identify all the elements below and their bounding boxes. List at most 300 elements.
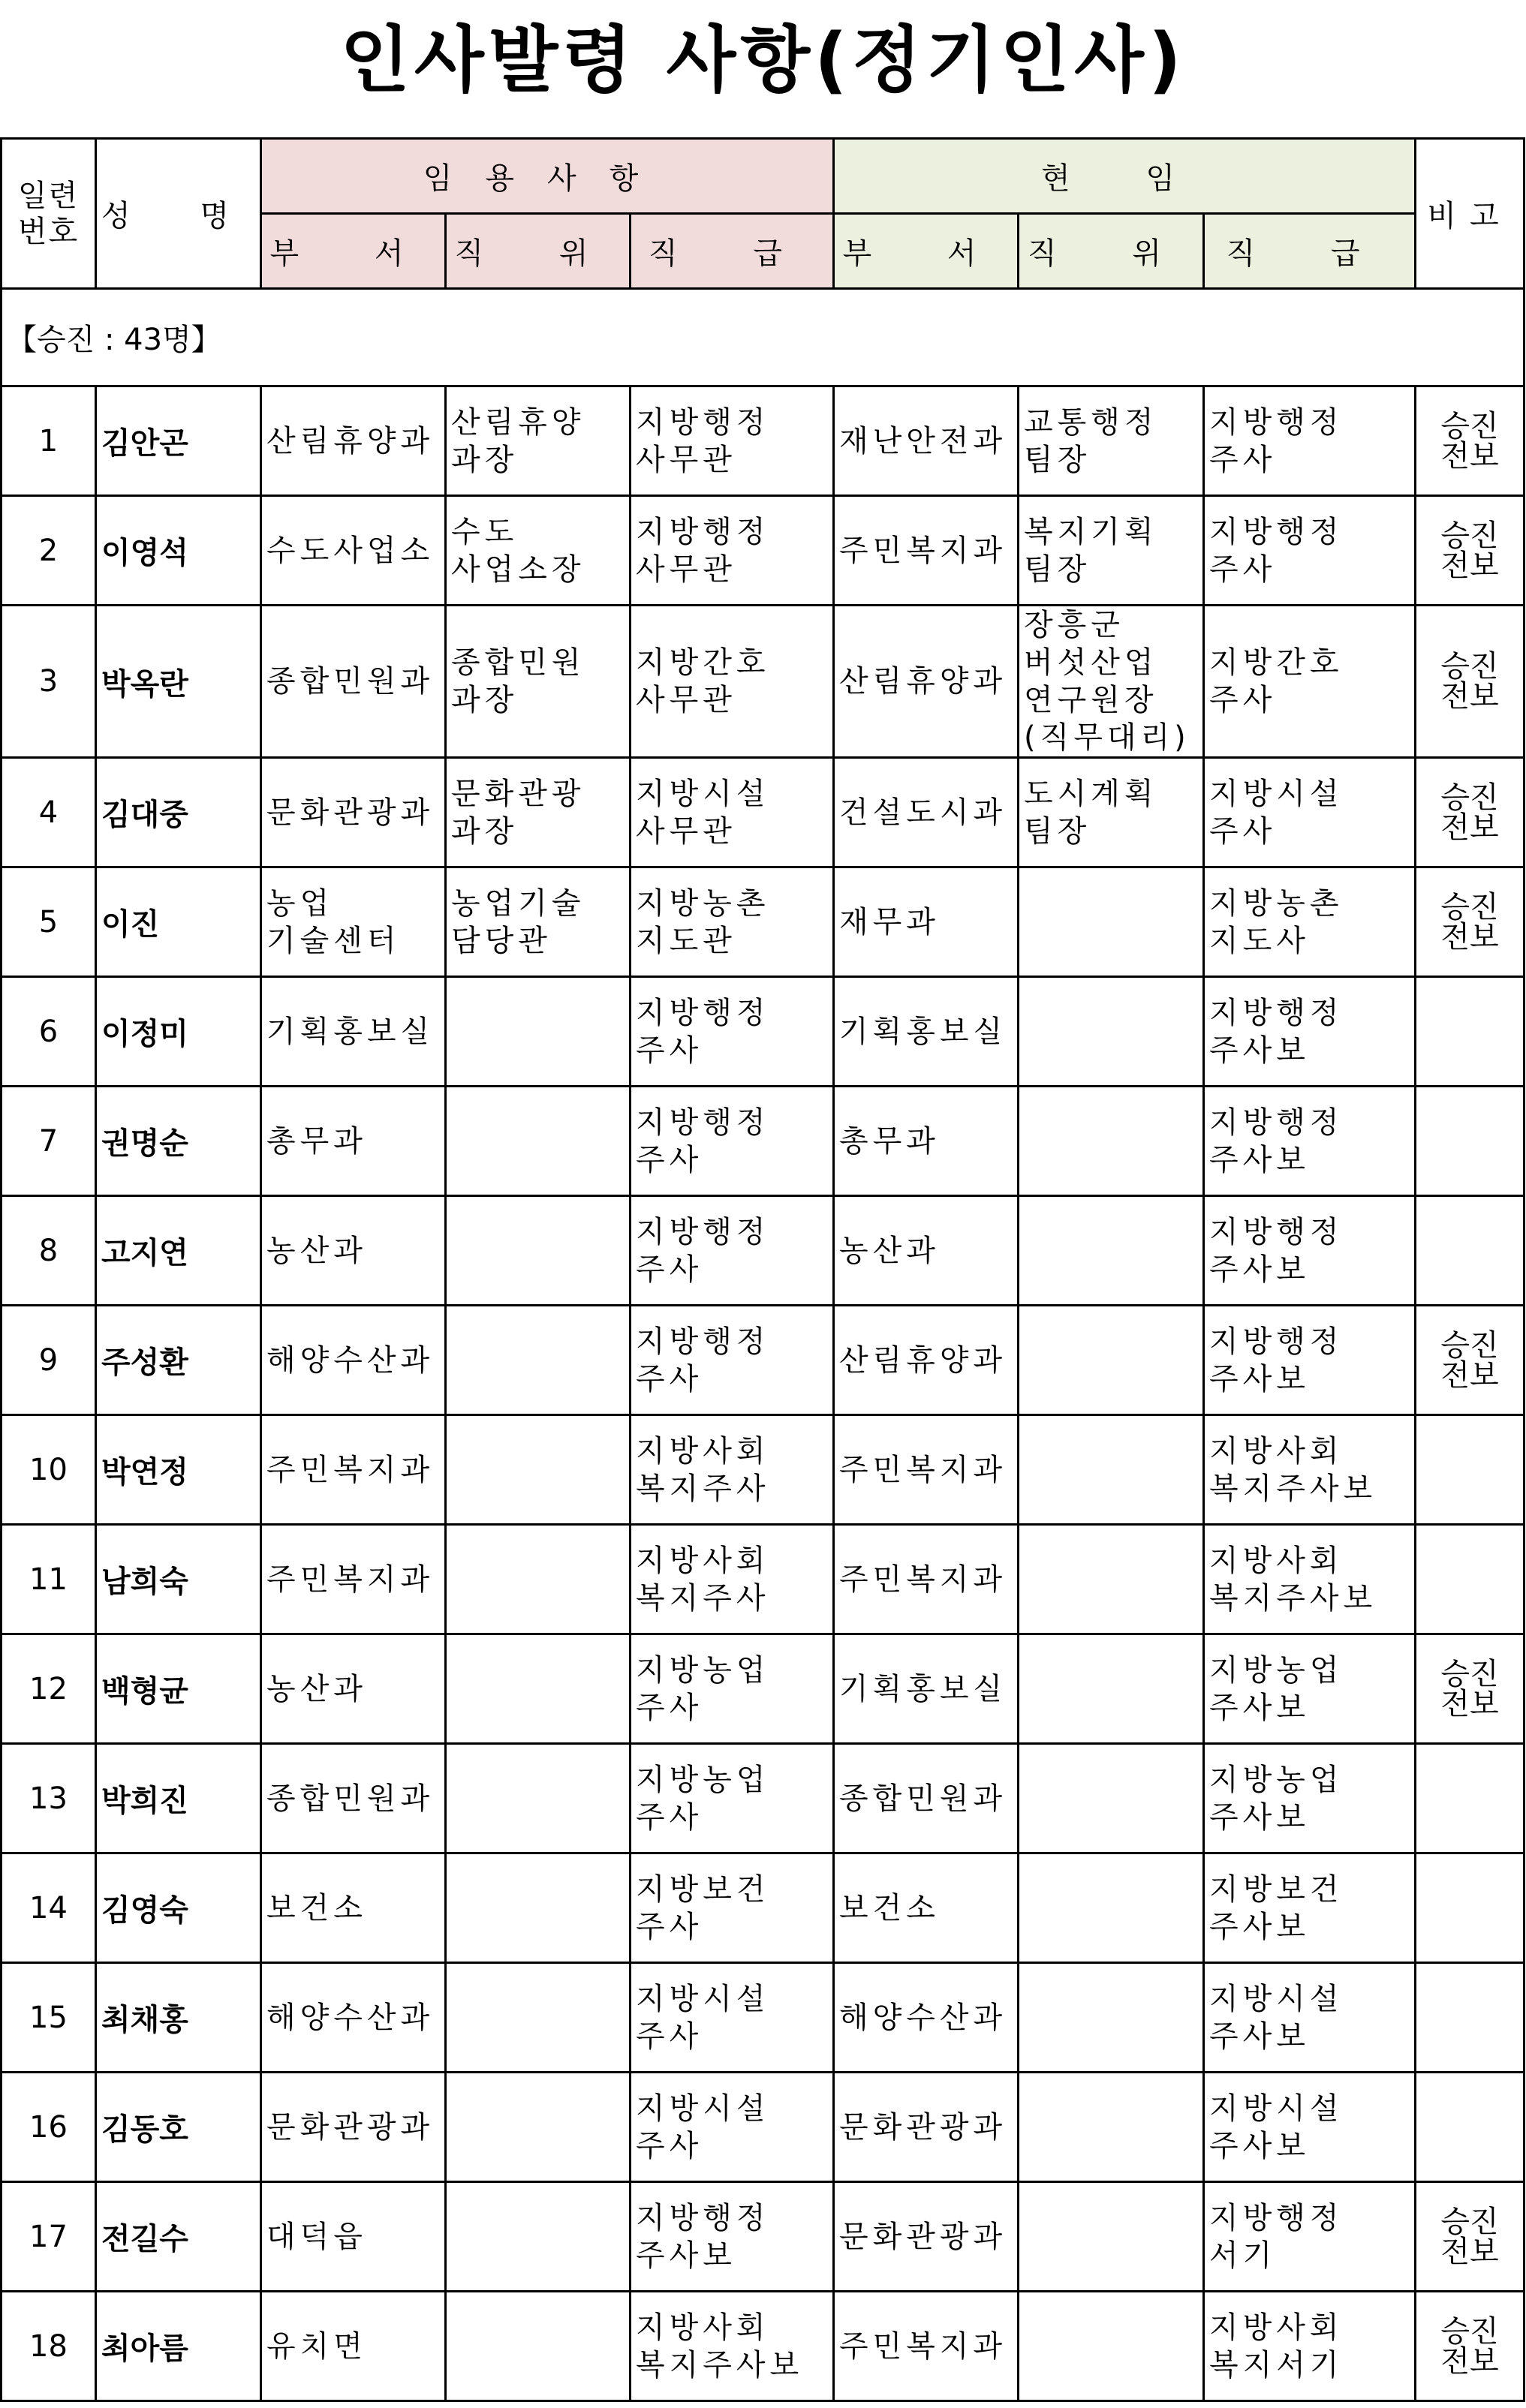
new-dept-line: 문화관광과 (266, 2109, 435, 2145)
cur-grade-line: 지방행정 (1209, 1105, 1344, 1140)
employee-name: 최채홍 (96, 1963, 261, 2073)
new-pos-line: 과장 (451, 813, 519, 849)
new-dept-cell (261, 1525, 446, 1634)
note-cell (1416, 2182, 1524, 2292)
new-dept-line: 농산과 (266, 1671, 367, 1706)
cur-position-cell (1019, 1744, 1204, 1853)
new-grade-line: 지방농촌 (636, 885, 770, 921)
serial-no: 17 (2, 2182, 96, 2292)
note-line: 승진 (1440, 408, 1499, 443)
cur-grade-line: 주사보 (1209, 1799, 1310, 1835)
cur-grade-cell (1204, 1087, 1416, 1196)
new-grade-line: 사무관 (636, 552, 736, 587)
serial-no: 1 (2, 386, 96, 496)
new-dept-line: 유치면 (266, 2328, 367, 2364)
table-row (2, 1196, 1524, 1306)
new-grade-cell (631, 1963, 834, 2073)
note-cell (1416, 1415, 1524, 1525)
cur-grade-line: 지방간호 (1209, 645, 1344, 680)
cur-dept-line: 총무과 (839, 1123, 940, 1159)
new-position-cell (446, 1306, 631, 1415)
note-line: 전보 (1440, 438, 1499, 473)
personnel-table (0, 137, 1525, 2402)
cur-pos-line: 장흥군 (1024, 608, 1124, 642)
new-pos-line: 문화관광 (451, 776, 585, 811)
cur-dept-cell (834, 2182, 1019, 2292)
header-note: 비고 (1416, 139, 1524, 289)
cur-grade-cell (1204, 1525, 1416, 1634)
note-cell (1416, 1196, 1524, 1306)
new-grade-line: 지방농업 (636, 1652, 770, 1688)
new-dept-line: 기술센터 (266, 923, 401, 958)
note-line: 승진 (1440, 2313, 1499, 2349)
serial-no: 4 (2, 758, 96, 867)
note-line: 전보 (1440, 1357, 1499, 1393)
cur-grade-line: 지방행정 (1209, 995, 1344, 1030)
cur-grade-cell (1204, 1963, 1416, 2073)
new-position-cell (446, 2292, 631, 2401)
new-position-cell (446, 758, 631, 867)
new-grade-line: 지방행정 (636, 995, 770, 1030)
employee-name: 박희진 (96, 1744, 261, 1853)
new-grade-cell (631, 1853, 834, 1963)
new-grade-cell (631, 2182, 834, 2292)
new-grade-line: 복지주사보 (636, 2347, 804, 2382)
cur-dept-line: 문화관광과 (839, 2109, 1007, 2145)
new-grade-line: 주사 (636, 2128, 703, 2163)
new-position-cell (446, 1525, 631, 1634)
employee-name: 이정미 (96, 977, 261, 1087)
new-grade-line: 지방시설 (636, 776, 770, 811)
note-line: 승진 (1440, 1327, 1499, 1363)
serial-no: 11 (2, 1525, 96, 1634)
cur-grade-cell (1204, 2182, 1416, 2292)
new-grade-line: 복지주사 (636, 1580, 770, 1616)
new-position-cell (446, 1196, 631, 1306)
employee-name: 김영숙 (96, 1853, 261, 1963)
cur-dept-line: 산림휴양과 (839, 1342, 1007, 1378)
cur-grade-line: 지방사회 (1209, 1433, 1344, 1469)
cur-grade-cell (1204, 977, 1416, 1087)
new-dept-cell (261, 867, 446, 977)
cur-dept-cell (834, 2292, 1019, 2401)
cur-grade-line: 지방보건 (1209, 1871, 1344, 1907)
new-grade-line: 주사보 (636, 2238, 736, 2273)
cur-dept-line: 농산과 (839, 1233, 940, 1268)
cur-position-cell (1019, 1634, 1204, 1744)
new-grade-line: 주사 (636, 1142, 703, 1177)
note-cell (1416, 1963, 1524, 2073)
new-grade-line: 지방행정 (636, 1105, 770, 1140)
table-row (2, 2292, 1524, 2401)
cur-dept-line: 문화관광과 (839, 2219, 1007, 2254)
new-grade-line: 지방행정 (636, 404, 770, 440)
serial-no: 12 (2, 1634, 96, 1744)
new-dept-line: 해양수산과 (266, 1342, 435, 1378)
cur-grade-line: 복지주사보 (1209, 1471, 1377, 1506)
cur-grade-cell (1204, 386, 1416, 496)
cur-grade-line: 지방사회 (1209, 1543, 1344, 1578)
serial-no: 13 (2, 1744, 96, 1853)
new-dept-cell (261, 386, 446, 496)
cur-grade-line: 지방사회 (1209, 2310, 1344, 2345)
employee-name: 주성환 (96, 1306, 261, 1415)
header-cur-grade: 직 급 (1204, 214, 1416, 289)
header-cur-dept: 부 서 (834, 214, 1019, 289)
cur-dept-cell (834, 1306, 1019, 1415)
new-dept-cell (261, 2182, 446, 2292)
cur-grade-line: 복지서기 (1209, 2347, 1344, 2382)
cur-position-cell (1019, 1306, 1204, 1415)
cur-grade-line: 지방행정 (1209, 514, 1344, 549)
table-row (2, 1306, 1524, 1415)
cur-grade-line: 주사보 (1209, 2128, 1310, 2163)
new-grade-line: 지방행정 (636, 514, 770, 549)
new-grade-line: 주사 (636, 1252, 703, 1287)
table-row (2, 1634, 1524, 1744)
new-position-cell (446, 1963, 631, 2073)
cur-dept-line: 주민복지과 (839, 1562, 1007, 1597)
cur-grade-cell (1204, 496, 1416, 606)
table-row (2, 867, 1524, 977)
employee-name: 전길수 (96, 2182, 261, 2292)
table-row (2, 1744, 1524, 1853)
section-label: 【승진 : 43명】 (2, 289, 1524, 386)
new-grade-cell (631, 1634, 834, 1744)
serial-no: 3 (2, 606, 96, 758)
note-cell (1416, 1634, 1524, 1744)
new-dept-cell (261, 1853, 446, 1963)
cur-position-cell (1019, 2292, 1204, 2401)
cur-pos-line: 팀장 (1024, 442, 1091, 477)
new-dept-cell (261, 2073, 446, 2182)
cur-grade-line: 주사보 (1209, 1690, 1310, 1725)
serial-no: 2 (2, 496, 96, 606)
new-dept-cell (261, 1415, 446, 1525)
note-line: 전보 (1440, 548, 1499, 583)
new-grade-line: 사무관 (636, 442, 736, 477)
cur-dept-cell (834, 867, 1019, 977)
cur-dept-line: 주민복지과 (839, 2328, 1007, 2364)
table-row (2, 1525, 1524, 1634)
new-pos-line: 종합민원 (451, 645, 585, 680)
note-line: 전보 (1440, 2234, 1499, 2269)
new-pos-line: 산림휴양 (451, 404, 585, 440)
new-grade-line: 사무관 (636, 683, 736, 717)
header-serial-no (2, 139, 96, 289)
header-new-position: 직 위 (446, 214, 631, 289)
new-grade-cell (631, 867, 834, 977)
new-grade-line: 주사 (636, 1690, 703, 1725)
note-cell (1416, 867, 1524, 977)
serial-no: 9 (2, 1306, 96, 1415)
serial-no: 15 (2, 1963, 96, 2073)
cur-position-cell (1019, 1525, 1204, 1634)
cur-dept-cell (834, 2073, 1019, 2182)
cur-grade-line: 지방농업 (1209, 1652, 1344, 1688)
cur-grade-line: 주사 (1209, 552, 1277, 587)
cur-grade-line: 주사 (1209, 683, 1277, 717)
new-pos-line: 수도 (451, 514, 519, 549)
cur-dept-cell (834, 496, 1019, 606)
new-dept-line: 기획홍보실 (266, 1014, 435, 1049)
new-dept-line: 대덕읍 (266, 2219, 367, 2254)
employee-name: 김안곤 (96, 386, 261, 496)
new-dept-line: 농업 (266, 885, 334, 921)
cur-grade-cell (1204, 867, 1416, 977)
serial-no: 10 (2, 1415, 96, 1525)
new-position-cell (446, 606, 631, 758)
cur-pos-line: 도시계획 (1024, 776, 1158, 811)
cur-dept-line: 주민복지과 (839, 1452, 1007, 1487)
new-grade-cell (631, 1306, 834, 1415)
note-line: 승진 (1440, 889, 1499, 924)
cur-grade-line: 주사 (1209, 442, 1277, 477)
new-grade-line: 지방농업 (636, 1762, 770, 1797)
cur-dept-cell (834, 386, 1019, 496)
new-grade-cell (631, 606, 834, 758)
cur-position-cell (1019, 867, 1204, 977)
cur-dept-cell (834, 1196, 1019, 1306)
employee-name: 박옥란 (96, 606, 261, 758)
employee-name: 김대중 (96, 758, 261, 867)
cur-grade-line: 지도사 (1209, 923, 1310, 958)
new-position-cell (446, 1744, 631, 1853)
employee-name: 이진 (96, 867, 261, 977)
new-position-cell (446, 386, 631, 496)
employee-name: 김동호 (96, 2073, 261, 2182)
cur-position-cell (1019, 1415, 1204, 1525)
cur-dept-line: 산림휴양과 (839, 664, 1007, 699)
cur-dept-cell (834, 1634, 1019, 1744)
cur-dept-cell (834, 1853, 1019, 1963)
employee-name: 최아름 (96, 2292, 261, 2401)
new-grade-line: 지방시설 (636, 1981, 770, 2016)
cur-grade-line: 주사보 (1209, 1252, 1310, 1287)
cur-grade-cell (1204, 2292, 1416, 2401)
new-grade-line: 지도관 (636, 923, 736, 958)
cur-position-cell (1019, 2073, 1204, 2182)
cur-grade-line: 지방행정 (1209, 1214, 1344, 1249)
cur-position-cell (1019, 2182, 1204, 2292)
new-grade-line: 지방간호 (636, 645, 770, 680)
cur-dept-line: 주민복지과 (839, 533, 1007, 568)
cur-grade-line: 지방시설 (1209, 1981, 1344, 2016)
note-line: 승진 (1440, 649, 1499, 684)
note-cell (1416, 2073, 1524, 2182)
note-line: 승진 (1440, 780, 1499, 815)
note-line: 승진 (1440, 2204, 1499, 2239)
cur-position-cell (1019, 1087, 1204, 1196)
cur-grade-line: 주사보 (1209, 2019, 1310, 2054)
new-grade-line: 복지주사 (636, 1471, 770, 1506)
header-new-grade: 직 급 (631, 214, 834, 289)
new-dept-line: 총무과 (266, 1123, 367, 1159)
cur-grade-line: 주사보 (1209, 1909, 1310, 1944)
new-grade-line: 지방사회 (636, 1433, 770, 1469)
header-cur-position: 직 위 (1019, 214, 1204, 289)
note-cell (1416, 1525, 1524, 1634)
new-dept-cell (261, 1306, 446, 1415)
note-line: 승진 (1440, 1656, 1499, 1691)
new-pos-line: 과장 (451, 683, 519, 717)
header-serial-no-line1: 일련 (17, 178, 80, 213)
table-row (2, 606, 1524, 758)
header-name: 성 명 (96, 139, 261, 289)
new-grade-cell (631, 1415, 834, 1525)
cur-pos-line: 팀장 (1024, 552, 1091, 587)
new-dept-line: 농산과 (266, 1233, 367, 1268)
new-grade-line: 지방행정 (636, 2200, 770, 2235)
note-cell (1416, 977, 1524, 1087)
note-cell (1416, 386, 1524, 496)
new-grade-cell (631, 2073, 834, 2182)
new-grade-cell (631, 2292, 834, 2401)
cur-grade-cell (1204, 2073, 1416, 2182)
table-row (2, 1853, 1524, 1963)
table-row (2, 496, 1524, 606)
note-cell (1416, 1744, 1524, 1853)
table-row (2, 758, 1524, 867)
new-grade-cell (631, 386, 834, 496)
serial-no: 16 (2, 2073, 96, 2182)
serial-no: 8 (2, 1196, 96, 1306)
new-grade-cell (631, 1087, 834, 1196)
new-dept-cell (261, 1087, 446, 1196)
note-cell (1416, 758, 1524, 867)
page-title: 인사발령 사항(정기인사) (340, 18, 1186, 102)
cur-dept-cell (834, 1525, 1019, 1634)
cur-grade-line: 지방행정 (1209, 1324, 1344, 1359)
new-position-cell (446, 496, 631, 606)
new-dept-cell (261, 1963, 446, 2073)
serial-no: 7 (2, 1087, 96, 1196)
cur-dept-cell (834, 606, 1019, 758)
new-dept-line: 주민복지과 (266, 1452, 435, 1487)
cur-dept-line: 해양수산과 (839, 2000, 1007, 2035)
cur-dept-line: 종합민원과 (839, 1781, 1007, 1816)
cur-dept-cell (834, 1087, 1019, 1196)
new-grade-cell (631, 496, 834, 606)
serial-no: 14 (2, 1853, 96, 1963)
new-grade-line: 주사 (636, 1909, 703, 1944)
new-dept-cell (261, 496, 446, 606)
new-dept-cell (261, 1634, 446, 1744)
table-row (2, 386, 1524, 496)
new-grade-line: 사무관 (636, 813, 736, 849)
cur-pos-line: 복지기획 (1024, 514, 1158, 549)
cur-pos-line: 연구원장 (1024, 683, 1158, 717)
new-grade-line: 주사 (636, 2019, 703, 2054)
note-line: 전보 (1440, 810, 1499, 845)
new-position-cell (446, 867, 631, 977)
new-dept-line: 수도사업소 (266, 533, 435, 568)
new-pos-line: 담당관 (451, 923, 552, 958)
cur-grade-line: 지방농업 (1209, 1762, 1344, 1797)
new-position-cell (446, 1087, 631, 1196)
note-cell (1416, 2292, 1524, 2401)
cur-grade-cell (1204, 1634, 1416, 1744)
cur-pos-line: (직무대리) (1024, 720, 1190, 755)
note-line: 승진 (1440, 518, 1499, 553)
new-grade-line: 주사 (636, 1361, 703, 1396)
cur-pos-line: 팀장 (1024, 813, 1091, 849)
cur-position-cell (1019, 386, 1204, 496)
cur-dept-cell (834, 1744, 1019, 1853)
cur-position-cell (1019, 1853, 1204, 1963)
cur-dept-cell (834, 977, 1019, 1087)
new-dept-line: 문화관광과 (266, 795, 435, 830)
new-grade-cell (631, 977, 834, 1087)
new-dept-line: 산림휴양과 (266, 423, 435, 458)
new-dept-line: 보건소 (266, 1890, 367, 1925)
note-line: 전보 (1440, 919, 1499, 954)
cur-dept-line: 재난안전과 (839, 423, 1007, 458)
new-position-cell (446, 1853, 631, 1963)
cur-grade-cell (1204, 1306, 1416, 1415)
new-grade-cell (631, 1744, 834, 1853)
header-appointment: 임용사항 (261, 139, 834, 214)
cur-dept-line: 기획홍보실 (839, 1671, 1007, 1706)
note-cell (1416, 496, 1524, 606)
new-grade-line: 지방사회 (636, 1543, 770, 1578)
serial-no: 18 (2, 2292, 96, 2401)
new-position-cell (446, 2073, 631, 2182)
new-position-cell (446, 977, 631, 1087)
employee-name: 고지연 (96, 1196, 261, 1306)
new-grade-line: 지방행정 (636, 1214, 770, 1249)
cur-dept-line: 재무과 (839, 904, 940, 939)
new-dept-cell (261, 1196, 446, 1306)
header-new-dept: 부 서 (261, 214, 446, 289)
employee-name: 이영석 (96, 496, 261, 606)
cur-grade-cell (1204, 1196, 1416, 1306)
employee-name: 백형균 (96, 1634, 261, 1744)
table-row (2, 1087, 1524, 1196)
new-dept-line: 해양수산과 (266, 2000, 435, 2035)
cur-position-cell (1019, 1196, 1204, 1306)
cur-grade-cell (1204, 1744, 1416, 1853)
cur-grade-line: 지방행정 (1209, 2200, 1344, 2235)
new-grade-cell (631, 758, 834, 867)
cur-dept-cell (834, 758, 1019, 867)
new-dept-cell (261, 2292, 446, 2401)
table-row (2, 1963, 1524, 2073)
cur-dept-line: 기획홍보실 (839, 1014, 1007, 1049)
cur-grade-line: 주사보 (1209, 1033, 1310, 1068)
cur-position-cell (1019, 606, 1204, 758)
new-dept-line: 종합민원과 (266, 664, 435, 699)
cur-grade-line: 지방시설 (1209, 2091, 1344, 2126)
note-cell (1416, 1853, 1524, 1963)
cur-grade-line: 주사보 (1209, 1142, 1310, 1177)
new-grade-line: 지방사회 (636, 2310, 770, 2345)
header-serial-no-line2: 번호 (17, 214, 80, 249)
cur-dept-line: 보건소 (839, 1890, 940, 1925)
serial-no: 5 (2, 867, 96, 977)
new-pos-line: 농업기술 (451, 885, 585, 921)
cur-position-cell (1019, 977, 1204, 1087)
note-cell (1416, 606, 1524, 758)
new-dept-cell (261, 1744, 446, 1853)
new-dept-cell (261, 977, 446, 1087)
header-current: 현 임 (834, 139, 1416, 214)
new-position-cell (446, 2182, 631, 2292)
cur-grade-cell (1204, 1415, 1416, 1525)
serial-no: 6 (2, 977, 96, 1087)
new-grade-line: 지방시설 (636, 2091, 770, 2126)
table-row (2, 2182, 1524, 2292)
